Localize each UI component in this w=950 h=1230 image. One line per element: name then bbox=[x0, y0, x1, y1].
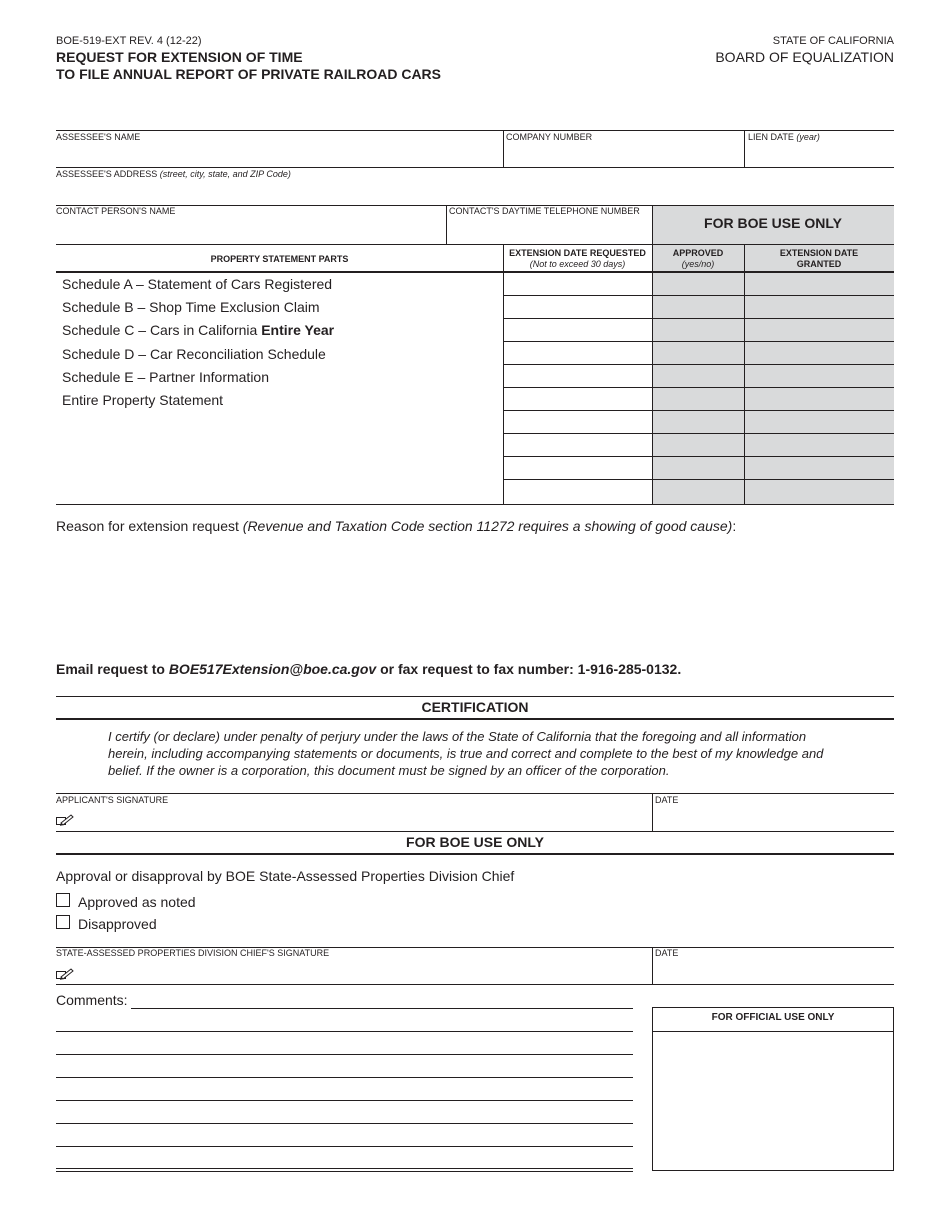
assessee-name-field[interactable] bbox=[56, 145, 500, 165]
divider bbox=[56, 984, 894, 985]
divider bbox=[56, 167, 894, 168]
certification-text: I certify (or declare) under penalty of perjury under the laws of the State of California that the foregoing and all information herein, including accompanying statements or documents, is true and correct and complete to the best of my knowledge and belief. If the owner is a corporation, this document must be signed by an officer of the corporation. bbox=[108, 729, 824, 778]
comment-line bbox=[56, 1171, 633, 1172]
col-approved-note: (yes/no) bbox=[681, 259, 715, 269]
divider bbox=[56, 244, 894, 245]
applicant-date-label: DATE bbox=[655, 795, 679, 805]
schedule-e-text: Schedule E – Partner Information bbox=[62, 369, 270, 385]
comments-label: Comments: bbox=[56, 992, 128, 1008]
schedule-e-label bbox=[62, 369, 269, 386]
pen-icon bbox=[56, 968, 74, 980]
divider bbox=[56, 718, 894, 720]
disapproved-label: Disapproved bbox=[78, 916, 157, 932]
divider bbox=[56, 696, 894, 697]
extension-date-requested-cell[interactable] bbox=[504, 273, 651, 294]
chief-signature-field[interactable] bbox=[78, 961, 648, 983]
col-requested-note: (Not to exceed 30 days) bbox=[529, 259, 626, 269]
extension-date-requested-cell[interactable] bbox=[504, 296, 651, 317]
divider bbox=[446, 205, 447, 244]
divider bbox=[56, 271, 894, 273]
schedule-a-label bbox=[62, 276, 332, 293]
divider bbox=[503, 130, 504, 167]
divider bbox=[56, 130, 894, 131]
applicant-signature-field[interactable] bbox=[78, 808, 648, 830]
col-granted-title-line2: GRANTED bbox=[796, 259, 842, 269]
company-number-label: COMPANY NUMBER bbox=[506, 132, 593, 142]
extension-date-requested-cell[interactable] bbox=[504, 365, 651, 386]
boe-use-only-header: FOR BOE USE ONLY bbox=[704, 215, 842, 231]
applicant-date-field[interactable] bbox=[655, 808, 892, 830]
reason-label-end: : bbox=[732, 518, 737, 534]
lien-date-label bbox=[748, 132, 820, 143]
form-title-line1: REQUEST FOR EXTENSION OF TIME bbox=[56, 49, 303, 65]
chief-date-label: DATE bbox=[655, 948, 679, 958]
chief-signature-label: STATE-ASSESSED PROPERTIES DIVISION CHIEF'S SIGNATURE bbox=[56, 948, 330, 958]
divider bbox=[744, 130, 745, 167]
assessee-address-field[interactable] bbox=[56, 182, 894, 204]
schedule-d-label bbox=[62, 346, 326, 363]
schedule-b-text: Schedule B – Shop Time Exclusion Claim bbox=[62, 299, 320, 315]
certification-title: CERTIFICATION bbox=[421, 699, 529, 715]
agency-name: BOARD OF EQUALIZATION bbox=[715, 49, 894, 65]
divider bbox=[652, 947, 653, 984]
extension-date-requested-cell[interactable] bbox=[504, 342, 651, 363]
reason-label bbox=[56, 518, 736, 534]
divider bbox=[56, 831, 894, 832]
contact-phone-field[interactable] bbox=[449, 219, 649, 241]
extension-date-requested-cell[interactable] bbox=[504, 434, 651, 455]
approved-label: Approved as noted bbox=[78, 894, 196, 910]
schedule-a-text: Schedule A – Statement of Cars Registered bbox=[62, 276, 333, 292]
pen-icon bbox=[56, 814, 74, 826]
assessee-address-label bbox=[56, 169, 291, 180]
col-granted-title-line1: EXTENSION DATE bbox=[779, 248, 859, 258]
approved-checkbox[interactable] bbox=[56, 893, 70, 907]
extension-date-requested-cell[interactable] bbox=[504, 319, 651, 340]
divider bbox=[56, 853, 894, 855]
divider bbox=[744, 244, 745, 505]
col-requested-title: EXTENSION DATE REQUESTED bbox=[509, 248, 646, 258]
contact-phone-label: CONTACT'S DAYTIME TELEPHONE NUMBER bbox=[449, 206, 640, 216]
divider bbox=[652, 793, 653, 831]
schedule-c-label bbox=[62, 322, 334, 339]
lien-date-label-note: (year) bbox=[796, 132, 820, 142]
col-granted-header bbox=[744, 248, 894, 270]
col-approved-title: APPROVED bbox=[672, 248, 724, 258]
email-text-2: or fax request to fax number: 1-916-285-0132. bbox=[376, 661, 682, 677]
divider bbox=[652, 1031, 894, 1032]
state-name: STATE OF CALIFORNIA bbox=[772, 35, 894, 47]
assessee-name-label: ASSESSEE'S NAME bbox=[56, 132, 141, 142]
entire-statement-label bbox=[62, 392, 223, 409]
form-number: BOE-519-EXT REV. 4 (12-22) bbox=[56, 35, 202, 47]
reason-label-italic: (Revenue and Taxation Code section 11272 requires a showing of good cause) bbox=[242, 518, 733, 534]
col-approved-header bbox=[652, 248, 744, 270]
email-fax-instruction bbox=[56, 661, 681, 677]
divider bbox=[56, 504, 894, 505]
schedule-c-text: Schedule C – Cars in California bbox=[62, 322, 262, 338]
assessee-address-label-text: ASSESSEE'S ADDRESS bbox=[56, 169, 158, 179]
official-use-label: FOR OFFICIAL USE ONLY bbox=[711, 1012, 835, 1023]
applicant-signature-label: APPLICANT'S SIGNATURE bbox=[56, 795, 169, 805]
disapproved-checkbox[interactable] bbox=[56, 915, 70, 929]
contact-name-label: CONTACT PERSON'S NAME bbox=[56, 206, 176, 216]
reason-textarea[interactable] bbox=[56, 540, 894, 650]
chief-date-field[interactable] bbox=[655, 961, 892, 983]
company-number-field[interactable] bbox=[506, 145, 741, 165]
extension-date-requested-cell[interactable] bbox=[504, 411, 651, 432]
extension-date-requested-cell[interactable] bbox=[504, 457, 651, 478]
lien-date-field[interactable] bbox=[748, 145, 892, 165]
schedule-d-text: Schedule D – Car Reconciliation Schedule bbox=[62, 346, 326, 362]
email-address-link[interactable]: BOE517Extension@boe.ca.gov bbox=[168, 661, 377, 677]
reason-label-text: Reason for extension request bbox=[56, 518, 243, 534]
assessee-address-label-note: (street, city, state, and ZIP Code) bbox=[159, 169, 291, 179]
form-title-line2: TO FILE ANNUAL REPORT OF PRIVATE RAILROAD CARS bbox=[56, 66, 442, 82]
entire-statement-text: Entire Property Statement bbox=[62, 392, 224, 408]
extension-date-requested-cell[interactable] bbox=[504, 388, 651, 409]
email-text-1: Email request to bbox=[56, 661, 169, 677]
schedule-b-label bbox=[62, 299, 320, 316]
divider bbox=[56, 793, 894, 794]
col-requested-header bbox=[503, 248, 652, 270]
boe-section-title: FOR BOE USE ONLY bbox=[406, 834, 544, 850]
contact-name-field[interactable] bbox=[56, 219, 444, 241]
approval-text: Approval or disapproval by BOE State-Assessed Properties Division Chief bbox=[56, 868, 515, 884]
col-parts-header: PROPERTY STATEMENT PARTS bbox=[210, 254, 349, 264]
lien-date-label-text: LIEN DATE bbox=[748, 132, 794, 142]
comments-field[interactable] bbox=[56, 992, 633, 1170]
extension-date-requested-cell[interactable] bbox=[504, 480, 651, 503]
schedule-c-bold: Entire Year bbox=[261, 322, 335, 338]
